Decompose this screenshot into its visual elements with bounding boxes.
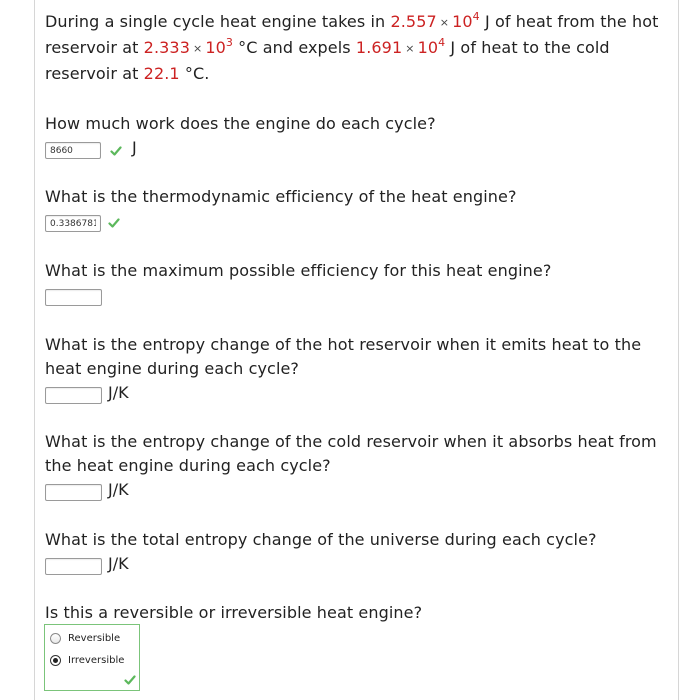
reversible-radio[interactable]	[50, 633, 61, 644]
check-icon	[108, 217, 120, 229]
check-icon	[110, 145, 122, 157]
option-label: Reversible	[68, 633, 121, 644]
entropy-hot-unit: J/K	[108, 383, 129, 402]
option-irreversible[interactable]	[50, 655, 124, 666]
entropy-cold-unit: J/K	[108, 480, 129, 499]
option-label: Irreversible	[68, 655, 125, 666]
question-entropy-total: What is the total entropy change of the universe during each cycle?	[45, 530, 597, 549]
entropy-cold-answer-field[interactable]	[45, 484, 102, 501]
q-hot-value: 2.557	[390, 12, 437, 31]
efficiency-answer-field[interactable]	[45, 215, 101, 232]
question-efficiency: What is the thermodynamic efficiency of the heat engine?	[45, 187, 517, 206]
q-cold-value: 1.691	[355, 38, 403, 57]
question-entropy-hot: What is the entropy change of the hot reservoir when it emits heat to the heat engine during each cycle?	[45, 335, 642, 378]
question-work: How much work does the engine do each cycle?	[45, 114, 436, 133]
max-efficiency-answer-field[interactable]	[45, 289, 102, 306]
option-reversible[interactable]	[50, 633, 120, 644]
question-max-efficiency: What is the maximum possible efficiency for this heat engine?	[45, 261, 552, 280]
work-answer-field[interactable]	[45, 142, 101, 159]
entropy-total-unit: J/K	[108, 554, 129, 573]
entropy-total-answer-field[interactable]	[45, 558, 102, 575]
check-icon	[124, 674, 136, 686]
work-unit: J	[132, 138, 137, 157]
t-hot-value: 2.333	[143, 38, 190, 57]
reversibility-options	[44, 624, 140, 691]
entropy-hot-answer-field[interactable]	[45, 387, 102, 404]
question-entropy-cold: What is the entropy change of the cold reservoir when it absorbs heat from the heat engine during each cycle?	[45, 432, 657, 475]
irreversible-radio[interactable]	[50, 655, 61, 666]
problem-statement: During a single cycle heat engine takes in $2.557 \times 10^4$ J of heat from the hot reservoir at $2.333 \times 10^3$ °C and expels $1.691 \times 10^4$ J of heat to the cold reservoir at 22.1 °C.	[45, 9, 659, 83]
t-cold-value: 22.1	[143, 64, 180, 83]
question-reversibility: Is this a reversible or irreversible heat engine?	[45, 603, 423, 622]
